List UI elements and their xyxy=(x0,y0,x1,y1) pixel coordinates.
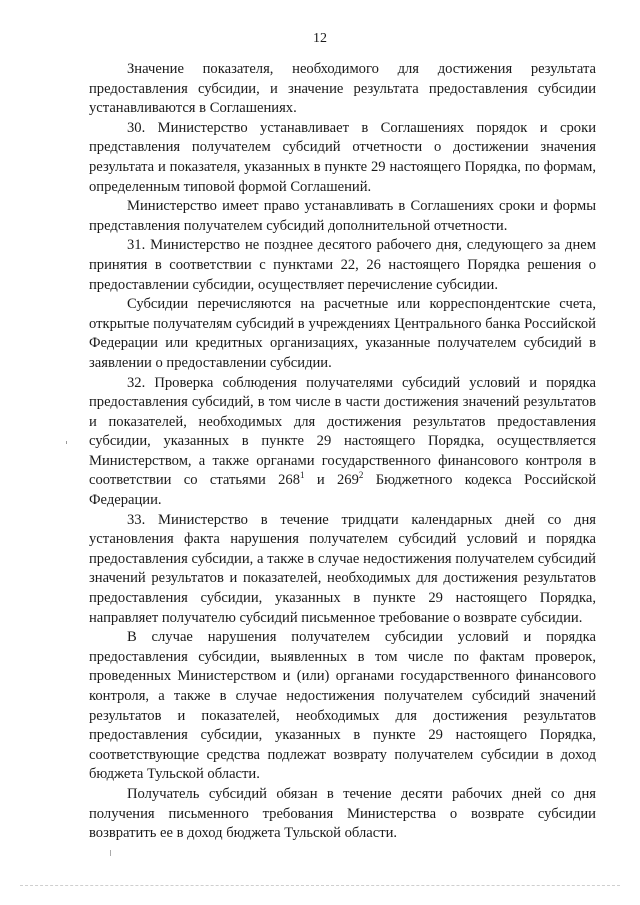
scan-margin-mark xyxy=(66,441,67,444)
paragraph-violation-return: В случае нарушения получателем субсидии условий и порядка предоставления субсидии, выявленных в том числе по фактам проверок, проведенных Министерством и (или) органами государственного финансового контроля, а также в случае недостижения получателем субсидий значений результатов и показателей, необходимых для достижения результатов предоставления субсидии, указанных в пункте 29 настоящего Порядка, соответствующие средства подлежат возврату получателем субсидии в доход бюджета Тульской области. xyxy=(89,629,596,783)
paragraph-indicator-value: Значение показателя, необходимого для достижения результата предоставления субсидии, и значение результата предоставления субсидии устанавливаются в Соглашениях. xyxy=(89,61,596,117)
paragraph-31-transfer: 31. Министерство не позднее десятого рабочего дня, следующего за днем принятия в соответствии с пунктами 22, 26 настоящего Порядка решения о предоставлении субсидии, осуществляет перечисление субсидии. xyxy=(89,237,596,293)
article-268-superscript: 1 xyxy=(300,470,305,481)
scan-margin-mark-lower xyxy=(110,850,111,856)
article-269-superscript: 2 xyxy=(358,470,364,481)
paragraph-32-control xyxy=(89,374,596,511)
paragraph-33-requirement: 33. Министерство в течение тридцати календарных дней со дня установления факта нарушения получателем субсидий условий и порядка предоставления субсидии, а также в случае недостижения получателем субсидий значений результатов и показателей, необходимых для достижения результатов предоставления субсидии, указанных в пункте 29 настоящего Порядка, направляет получателю субсидий письменное требование о возврате субсидии. xyxy=(89,511,596,626)
page-number: 12 xyxy=(313,31,327,46)
scan-bottom-edge xyxy=(20,885,620,886)
document-body xyxy=(89,60,596,844)
paragraph-additional-reporting: Министерство имеет право устанавливать в Соглашениях сроки и формы представления получателем субсидий дополнительной отчетности. xyxy=(89,198,596,234)
paragraph-32-text-before: 32. Проверка соблюдения получателями субсидий условий и порядка предоставления субсидий, в том числе в части достижения значений результатов и показателей, необходимых для достижения результатов предоставления субсидии, указанных в пункте 29 настоящего Порядка, осуществляется Министерством, а также органами государственного финансового контроля в соответствии со статьями 268 xyxy=(89,374,596,489)
paragraph-return-obligation: Получатель субсидий обязан в течение десяти рабочих дней со дня получения письменного требования Министерства о возврате субсидии возвратить ее в доход бюджета Тульской области. xyxy=(89,785,596,842)
paragraph-32-text-after: Бюджетного кодекса Российской Федерации. xyxy=(89,472,597,509)
paragraph-accounts: Субсидии перечисляются на расчетные или корреспондентские счета, открытые получателям субсидий в учреждениях Центрального банка Российской Федерации или кредитных организациях, указанные получателем субсидий в заявлении о предоставлении субсидии. xyxy=(89,296,596,371)
paragraph-32-text-middle: и 269 xyxy=(304,472,359,489)
paragraph-30-reporting: 30. Министерство устанавливает в Соглашениях порядок и сроки представления получателем субсидий отчетности о достижении значения результата и показателя, указанных в пункте 29 настоящего Порядка, по формам, определенным типовой формой Соглашений. xyxy=(89,119,596,195)
